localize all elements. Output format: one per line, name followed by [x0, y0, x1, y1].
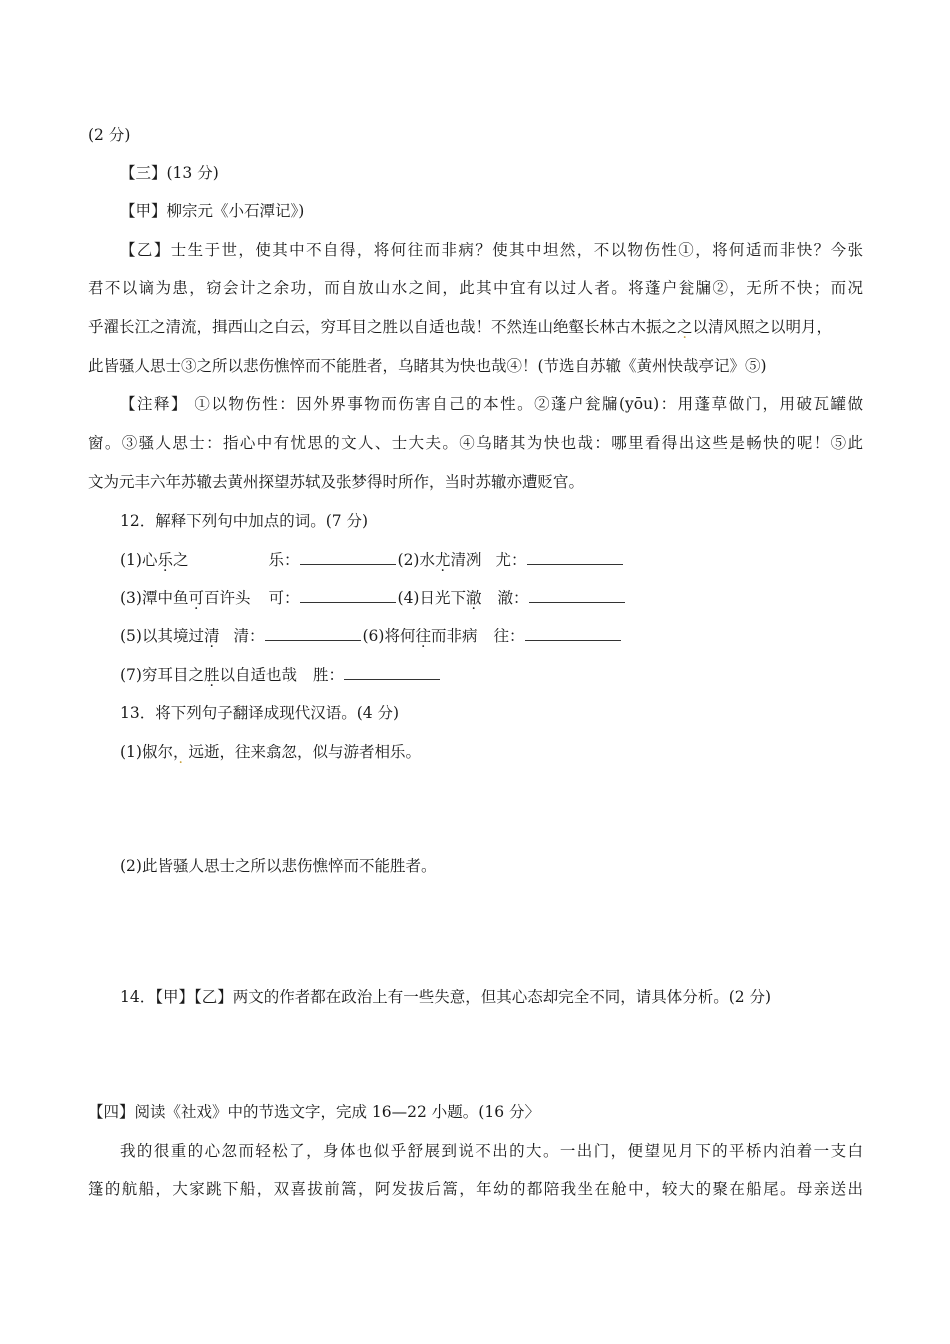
question-14: 14．【甲】【乙】两文的作者都在政治上有一些失意，但其心态却完全不同，请具体分析。(2 分) [120, 988, 772, 1006]
q12-item-5-label: 清： [233, 627, 265, 645]
question-12-title: 12．解释下列句中加点的词。(7 分) [120, 512, 369, 530]
q12-item-1-label: 乐： [268, 551, 300, 569]
question-13-title: 13．将下列句子翻译成现代汉语。(4 分) [120, 704, 400, 722]
q12-answer-blank-4[interactable] [529, 587, 625, 603]
section-4-header: 【四】阅读《社戏》中的节选文字，完成 16—22 小题。(16 分〉 [88, 1103, 540, 1121]
q12-row-3 [120, 625, 623, 647]
passage-yi-line-3-tail: 以清风照之以明月， [692, 318, 833, 336]
q12-item-5: (5)以其境过清 [120, 627, 220, 645]
q12-answer-blank-6[interactable] [525, 625, 621, 641]
emphasis-dot-char: 之 [677, 318, 693, 336]
q12-row-1 [120, 549, 625, 571]
q12-item-7-label: 胜： [313, 666, 345, 684]
previous-score: (2 分) [88, 126, 131, 144]
q12-item-6: (6)将何往而非病 [362, 627, 478, 645]
passage-jia-title: 【甲】柳宗元《小石潭记》) [120, 202, 305, 220]
q12-item-7: (7)穷耳目之胜以自适也哉 [120, 666, 297, 684]
passage-yi-line-2: 君不以谪为患，窃会计之余功，而自放山水之间，此其中宜有以过人者。将蓬户瓮牖②，无所不快；而况 [88, 279, 863, 297]
notes-line-2: 窗。③骚人思士：指心中有忧思的文人、士大夫。④乌睹其为快也哉：哪里看得出这些是畅快的呢！⑤此 [88, 434, 863, 452]
passage-yi-line-1: 【乙】士生于世，使其中不自得，将何往而非病？使其中坦然，不以物伤性①，将何适而非快？今张 [120, 241, 863, 259]
q12-item-3: (3)潭中鱼可百许头 [120, 589, 251, 607]
q12-answer-blank-2[interactable] [527, 549, 623, 565]
passage-yi-line-3 [88, 316, 863, 338]
q13-sentence-1: (1)俶尔， ·远逝，往来翕忽，似与游者相乐。 [120, 741, 421, 763]
passage-yi-line-4: 此皆骚人思士③之所以悲伤憔悴而不能胜者，乌睹其为快也哉④！(节选自苏辙《黄州快哉亭记》⑤) [88, 357, 767, 375]
emphasis-dot-char: ， · [173, 743, 189, 761]
q12-row-4 [120, 664, 442, 686]
q12-answer-blank-7[interactable] [344, 664, 440, 680]
q12-item-6-label: 往： [493, 627, 525, 645]
q12-answer-blank-5[interactable] [265, 625, 361, 641]
q12-item-2-label: 尤： [495, 551, 527, 569]
q12-item-1: (1)心乐之 [120, 551, 189, 569]
section-3-header: 【三】(13 分) [120, 164, 219, 182]
section-4-line-2: 篷的航船，大家跳下船，双喜拔前篙，阿发拔后篙，年幼的都陪我坐在舱中，较大的聚在船尾。母亲送出 [88, 1180, 863, 1198]
notes-line-1: 【注释】 ①以物伤性：因外界事物而伤害自己的本性。②蓬户瓮牖(yōu)：用蓬草做门，用破瓦罐做 [120, 395, 863, 413]
q12-answer-blank-3[interactable] [300, 587, 396, 603]
q12-item-2: (2)水尤清冽 [397, 551, 482, 569]
notes-line-3: 文为元丰六年苏辙去黄州探望苏轼及张梦得时所作，当时苏辙亦遭贬官。 [88, 473, 585, 491]
q12-item-4-label: 澈： [497, 589, 529, 607]
q13-sentence-2: (2)此皆骚人思士之所以悲伤憔悴而不能胜者。 [120, 857, 437, 875]
q12-answer-blank-1[interactable] [300, 549, 396, 565]
q12-item-4: (4)日光下澈 [397, 589, 482, 607]
q12-item-3-label: 可： [268, 589, 300, 607]
section-4-line-1: 我的很重的心忽而轻松了，身体也似乎舒展到说不出的大。一出门，便望见月下的平桥内泊着一支白 [120, 1142, 863, 1160]
q12-row-2 [120, 587, 627, 609]
passage-yi-line-3-text: 乎濯长江之清流，揖西山之白云，穷耳目之胜以自适也哉！不然连山绝壑长林古木振之 [88, 318, 678, 336]
